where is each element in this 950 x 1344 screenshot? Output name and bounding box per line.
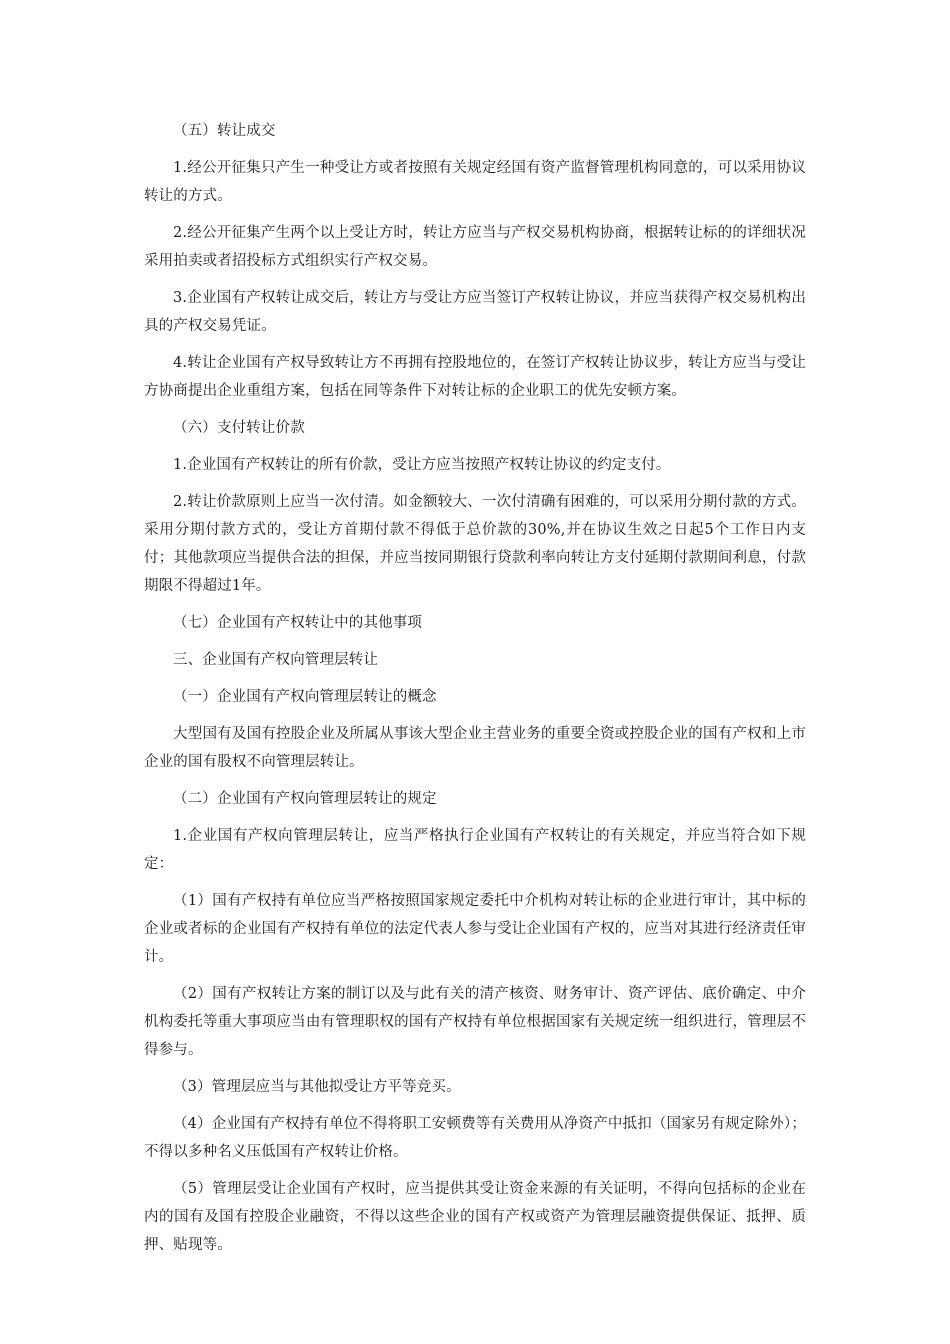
document-page — [144, 117, 806, 1268]
section-heading: （一）企业国有产权向管理层转让的概念 — [173, 689, 437, 705]
paragraph: （5）管理层受让企业国有产权时，应当提供其受让资金来源的有关证明，不得向包括标的企业在内的国有及国有控股企业融资，不得以这些企业的国有产权或资产为管理层融资提供保证、抵押、质押、贴现等。 — [144, 1181, 806, 1253]
paragraph: （4）企业国有产权持有单位不得将职工安顿费等有关费用从净资产中抵扣（国家另有规定除外）；不得以多种名义压低国有产权转让价格。 — [144, 1116, 806, 1160]
paragraph: （1）国有产权持有单位应当严格按照国家规定委托中介机构对转让标的企业进行审计，其中标的企业或者标的企业国有产权持有单位的法定代表人参与受让企业国有产权的，应当对其进行经济责任审计。 — [144, 893, 806, 965]
paragraph: 1.企业国有产权向管理层转让，应当严格执行企业国有产权转让的有关规定，并应当符合如下规定： — [144, 828, 806, 872]
paragraph: 大型国有及国有控股企业及所属从事该大型企业主营业务的重要全资或控股企业的国有产权和上市企业的国有股权不向管理层转让。 — [144, 726, 806, 770]
chapter-heading: 三、企业国有产权向管理层转让 — [173, 652, 379, 668]
paragraph: （2）国有产权转让方案的制订以及与此有关的清产核资、财务审计、资产评估、底价确定、中介机构委托等重大事项应当由有管理职权的国有产权持有单位根据国家有关规定统一组织进行，管理层不得参与。 — [144, 986, 806, 1058]
paragraph: 2.经公开征集产生两个以上受让方时，转让方应当与产权交易机构协商，根据转让标的的详细状况采用拍卖或者招投标方式组织实行产权交易。 — [144, 225, 806, 269]
section-heading: （二）企业国有产权向管理层转让的规定 — [173, 791, 437, 807]
paragraph: 4.转让企业国有产权导致转让方不再拥有控股地位的，在签订产权转让协议步，转让方应当与受让方协商提出企业重组方案，包括在同等条件下对转让标的企业职工的优先安顿方案。 — [144, 355, 806, 399]
section-heading: （五）转让成交 — [173, 123, 276, 139]
section-heading: （七）企业国有产权转让中的其他事项 — [173, 615, 423, 631]
paragraph: 1.经公开征集只产生一种受让方或者按照有关规定经国有资产监督管理机构同意的，可以采用协议转让的方式。 — [144, 160, 806, 204]
paragraph: 3.企业国有产权转让成交后，转让方与受让方应当签订产权转让协议，并应当获得产权交易机构出具的产权交易凭证。 — [144, 290, 806, 334]
paragraph: 1.企业国有产权转让的所有价款，受让方应当按照产权转让协议的约定支付。 — [173, 457, 671, 473]
paragraph: （3）管理层应当与其他拟受让方平等竞买。 — [173, 1079, 461, 1095]
section-heading: （六）支付转让价款 — [173, 420, 305, 436]
paragraph: 2.转让价款原则上应当一次付清。如金额较大、一次付清确有困难的，可以采用分期付款的方式。采用分期付款方式的，受让方首期付款不得低于总价款的30%,并在协议生效之日起5个工作日内支付；其他款项应当提供合法的担保，并应当按同期银行贷款利率向转让方支付延期付款期间利息，付款期限不得超过1年。 — [144, 494, 806, 594]
